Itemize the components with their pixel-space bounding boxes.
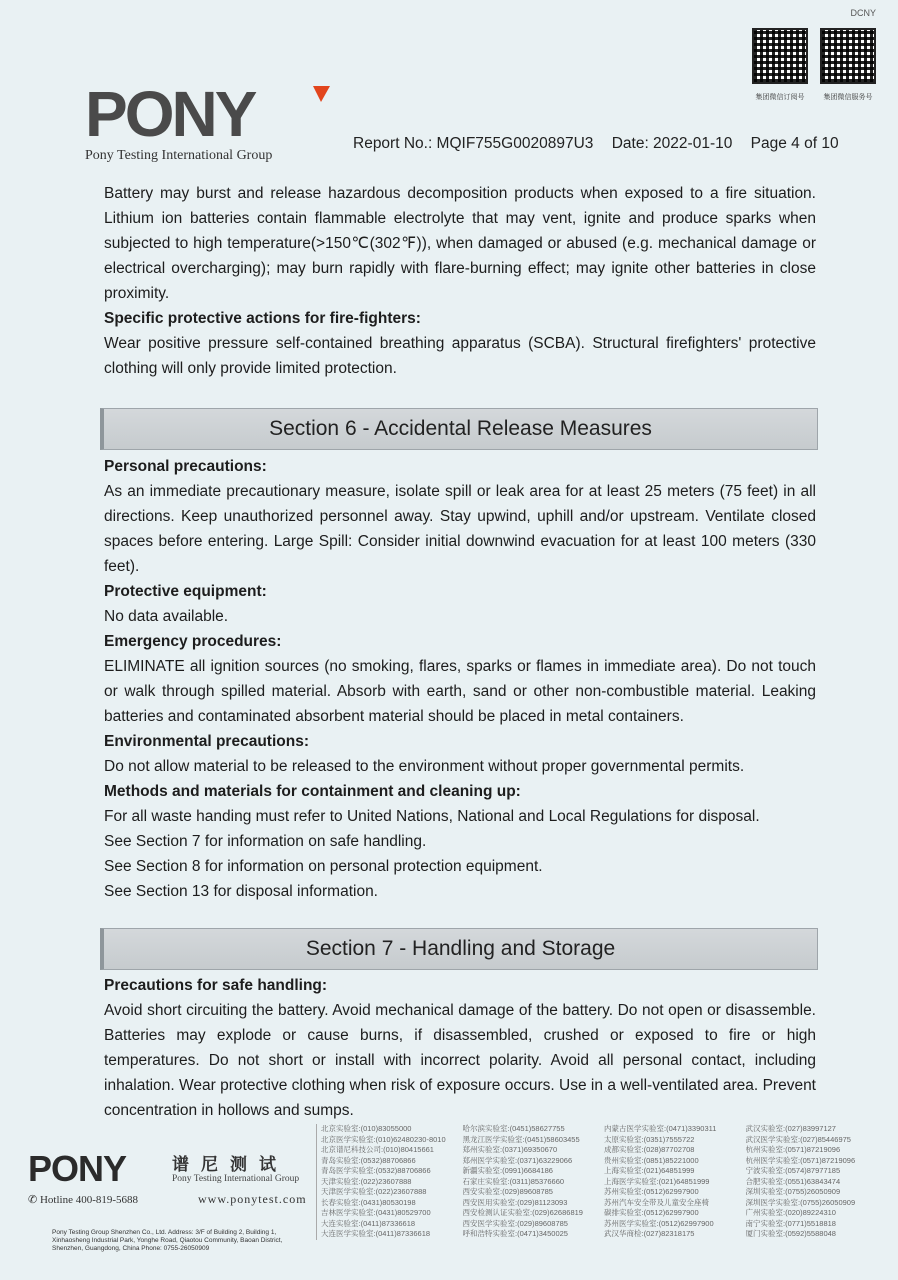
lab-contact: 厦门实验室:(0592)5588048 <box>745 1229 836 1238</box>
hotline-text: Hotline 400-819-5688 <box>39 1194 139 1206</box>
footer-website: www.ponytest.com <box>198 1192 307 1206</box>
containment-line: For all waste handing must refer to United Nations, National and Local Regulations for disposal. <box>104 808 760 825</box>
lab-contact: 合肥实验室:(0551)63843474 <box>745 1176 841 1186</box>
lab-contact: 石家庄实验室:(0311)85376660 <box>462 1176 565 1186</box>
footer-logo: PONY <box>28 1148 127 1189</box>
environmental-precautions-heading: Environmental precautions: <box>104 733 309 750</box>
qr-code-service <box>820 28 876 84</box>
safe-handling-heading: Precautions for safe handling: <box>104 977 328 994</box>
report-number: Report No.: MQIF755G0020897U3 <box>353 135 594 152</box>
lab-contact: 黑龙江医学实验室:(0451)58603455 <box>462 1134 580 1144</box>
lab-contact: 上海实验室:(021)64851999 <box>604 1166 695 1175</box>
logo-tagline: Pony Testing International Group <box>85 148 273 163</box>
protective-equipment-heading: Protective equipment: <box>104 583 267 600</box>
lab-contact: 宁波实验室:(0574)87977185 <box>745 1166 841 1175</box>
lab-contact: 武汉医学实验室:(027)85446975 <box>745 1134 851 1144</box>
report-date: Date: 2022-01-10 <box>611 135 733 152</box>
lab-contact: 哈尔滨实验室:(0451)58627755 <box>462 1124 565 1133</box>
qr-code-subscription <box>752 28 808 84</box>
footer-en-name: Pony Testing International Group <box>172 1174 300 1184</box>
section-6-header: Section 6 - Accidental Release Measures <box>100 408 818 450</box>
lab-contact: 新疆实验室:(0991)6684186 <box>462 1166 553 1175</box>
emergency-procedures-text: ELIMINATE all ignition sources (no smoking, flares, sparks or flames in immediate area). Do not touch or walk through spilled material. Absorb with earth, sand or other non-combustible material. Leaking batteries and contaminated absorbent material should be placed in metal containers. <box>104 658 816 725</box>
lab-contact: 广州实验室:(020)89224310 <box>745 1208 836 1217</box>
fire-hazard-paragraph: Battery may burst and release hazardous decomposition products when exposed to a fire situation. Lithium ion batteries contain flammable electrolyte that may vent, ignite and produce sparks when subjected to high temperature(>150℃(302℉)), when damaged or abused (e.g. mechanical damage or electrical overcharging); may burn rapidly with flare-burning effect; may ignite other batteries in close proximity. <box>104 185 816 302</box>
lab-contact: 西安实验室:(029)89608785 <box>462 1187 553 1196</box>
lab-contact: 苏州实验室:(0512)62997900 <box>604 1187 699 1196</box>
lab-contact: 青岛实验室:(0532)88706866 <box>321 1155 416 1165</box>
qr-icon <box>820 28 876 84</box>
lab-contact: 天津实验室:(022)23607888 <box>321 1176 412 1186</box>
containment-line: See Section 13 for disposal information. <box>104 883 378 900</box>
report-header <box>353 135 853 153</box>
lab-contact: 南宁实验室:(0771)5518818 <box>745 1218 836 1228</box>
lab-contact: 苏州汽车安全带及儿童安全座椅 <box>604 1197 709 1207</box>
firefighter-heading: Specific protective actions for fire-fighters: <box>104 310 421 327</box>
lab-contact: 太原实验室:(0351)7555722 <box>604 1134 695 1144</box>
personal-precautions-text: As an immediate precautionary measure, isolate spill or leak area for at least 25 meters (75 feet) in all directions. Keep unauthorized personnel away. Stay upwind, uphill and/or upstream. Ventilate closed spaces before entering. Large Spill: Consider initial downwind evacuation for at least 100 meters (330 feet). <box>104 483 816 575</box>
lab-contact: 武汉实验室:(027)83997127 <box>745 1124 836 1133</box>
lab-contact: 大连实验室:(0411)87336618 <box>321 1218 416 1228</box>
svg-text:PONY: PONY <box>85 86 255 142</box>
lab-contact: 碳排实验室:(0512)62997900 <box>604 1208 699 1217</box>
qr-caption-1: 集团微信订阅号 <box>755 94 805 101</box>
lab-contact: 上海医学实验室:(021)64851999 <box>604 1176 710 1186</box>
lab-contact: 吉林医学实验室:(0431)80529700 <box>321 1208 431 1217</box>
protective-equipment-text: No data available. <box>104 608 229 625</box>
section-7-body <box>104 973 816 1123</box>
lab-contact: 内蒙古医学实验室:(0471)3390311 <box>604 1124 717 1133</box>
lab-contact: 郑州实验室:(0371)69350670 <box>462 1145 558 1154</box>
lab-contact: 天津医学实验室:(022)23607888 <box>321 1187 427 1196</box>
corner-code: DCNY <box>850 8 876 18</box>
containment-methods-heading: Methods and materials for containment and cleaning up: <box>104 783 521 800</box>
lab-contact: 北京医学实验室:(010)62480230-8010 <box>321 1134 446 1144</box>
page-number: Page 4 of 10 <box>750 135 839 152</box>
fire-hazard-block <box>104 181 816 381</box>
lab-contact: 苏州医学实验室:(0512)62997900 <box>604 1218 714 1228</box>
lab-contact: 深圳医学实验室:(0755)26050909 <box>745 1197 856 1207</box>
lab-contact: 杭州实验室:(0571)87219096 <box>745 1145 841 1154</box>
environmental-precautions-text: Do not allow material to be released to the environment without proper governmental permits. <box>104 758 745 775</box>
emergency-procedures-heading: Emergency procedures: <box>104 633 282 650</box>
lab-contact: 成都实验室:(028)87702708 <box>604 1145 695 1154</box>
footer-hotline <box>28 1193 138 1206</box>
pony-logo <box>85 86 330 153</box>
safe-handling-text: Avoid short circuiting the battery. Avoid mechanical damage of the battery. Do not open or disassemble. Batteries may explode or cause burns, if disassembled, crushed or exposed to fire or high temperatures. Do not short or install with incorrect polarity. Avoid all personal contact, including inhalation. Wear protective clothing when risk of exposure occurs. Use in a well-ventilated area. Prevent concentration in hollows and sumps. <box>104 1002 816 1119</box>
lab-contact: 贵州实验室:(0851)85221000 <box>604 1155 699 1165</box>
lab-contact: 长春实验室:(0431)80530198 <box>321 1197 416 1207</box>
firefighter-paragraph: Wear positive pressure self-contained breathing apparatus (SCBA). Structural firefighters' protective clothing will only provide limited protection. <box>104 335 816 377</box>
lab-contact: 武汉华商检:(027)82318175 <box>604 1229 695 1238</box>
lab-contact: 大连医学实验室:(0411)87336618 <box>321 1229 431 1238</box>
pony-logo-mark <box>85 86 330 142</box>
footer-address: Pony Testing Group Shenzhen Co., Ltd. Address: 3/F of Building 2, Building 1, Xinhaosheng Industrial Park, Yonghe Road, Qiaotou Community, Baoan District, Shenzhen, Guangdong, China Phone: 0755-26050909 <box>52 1229 283 1252</box>
section-7-header: Section 7 - Handling and Storage <box>100 928 818 970</box>
lab-contact: 杭州医学实验室:(0571)87219096 <box>745 1155 856 1165</box>
phone-icon: ✆ <box>28 1194 38 1206</box>
containment-line: See Section 7 for information on safe handling. <box>104 833 427 850</box>
lab-contact: 郑州医学实验室:(0371)63229066 <box>462 1155 573 1165</box>
qr-icon <box>752 28 808 84</box>
footer-cn-name: 谱尼测试 <box>172 1155 288 1174</box>
lab-contact: 西安医学实验室:(029)89608785 <box>462 1218 568 1228</box>
qr-caption-2: 集团微信服务号 <box>823 94 873 101</box>
lab-contact: 西安医用实验室:(029)81123093 <box>462 1197 568 1207</box>
lab-contact: 北京实验室:(010)83055000 <box>321 1124 412 1133</box>
personal-precautions-heading: Personal precautions: <box>104 458 267 475</box>
lab-contact: 西安检测认证实验室:(029)62686819 <box>462 1208 583 1217</box>
footer-lab-directory <box>316 1124 887 1240</box>
containment-line: See Section 8 for information on personal protection equipment. <box>104 858 543 875</box>
lab-contact: 呼和浩特实验室:(0471)3450025 <box>462 1229 568 1238</box>
lab-contact: 深圳实验室:(0755)26050909 <box>745 1187 841 1196</box>
lab-contact: 北京谱尼科技公司:(010)80415661 <box>321 1145 434 1154</box>
lab-contact: 青岛医学实验室:(0532)88706866 <box>321 1166 431 1175</box>
section-6-body <box>104 454 816 904</box>
